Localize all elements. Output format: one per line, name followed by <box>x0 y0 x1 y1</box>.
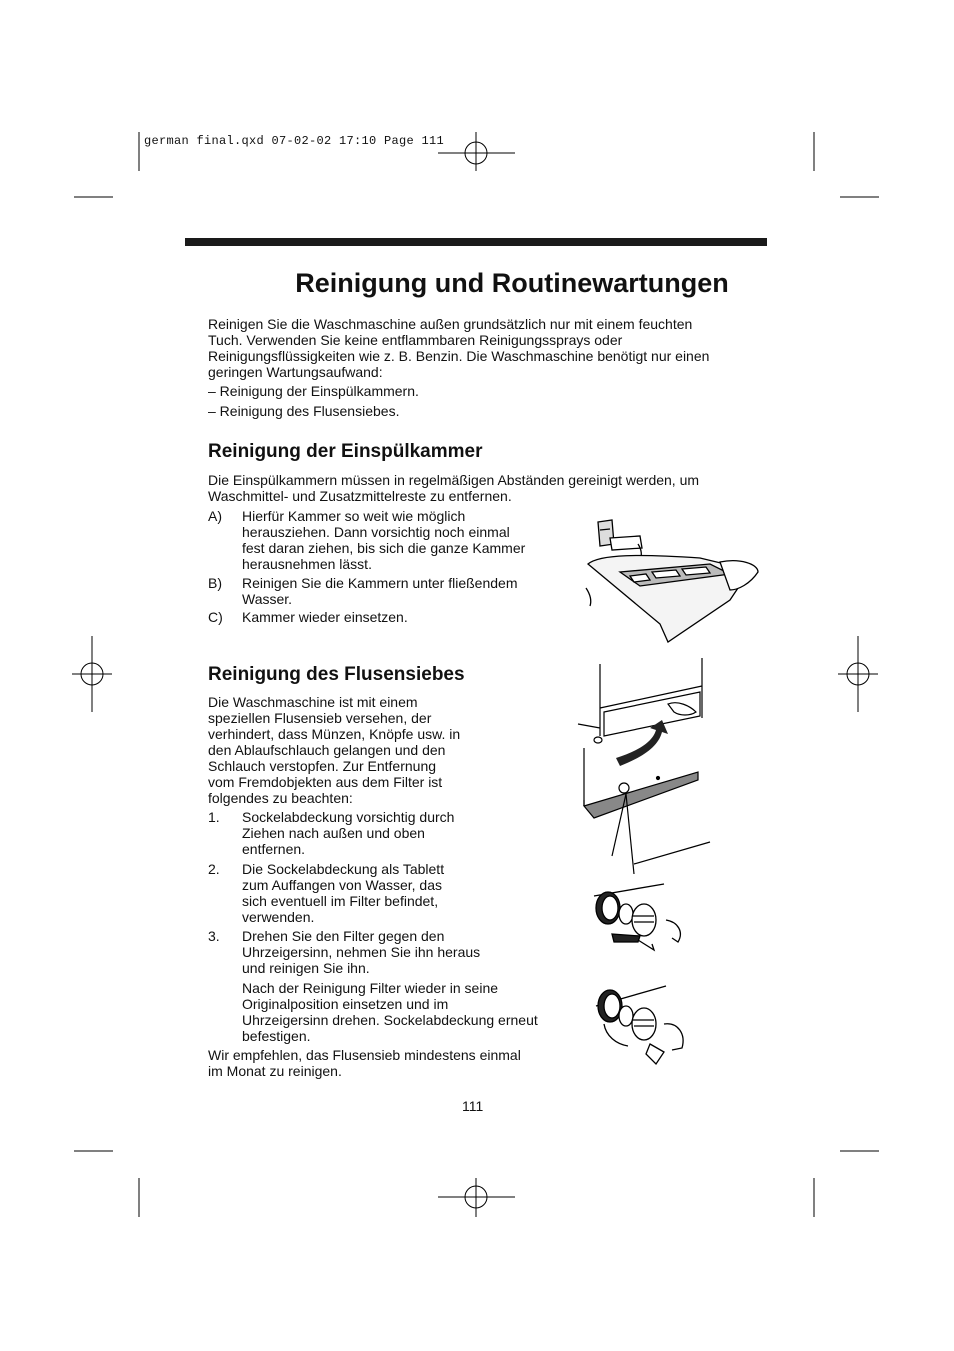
title-rule <box>185 238 767 246</box>
list-item: 2. Die Sockelabdeckung als Tablett zum Auffangen von Wasser, das sich eventuell im Filter befindet, verwenden. <box>208 861 445 925</box>
dispenser-drawer-illustration <box>580 514 765 646</box>
registration-mark-left <box>72 636 112 712</box>
closing-paragraph: Wir empfehlen, das Flusensieb mindestens einmal im Monat zu reinigen. <box>208 1047 521 1079</box>
section1-paragraph: Die Einspülkammern müssen in regelmäßigen Abständen gereinigt werden, um Waschmittel- und Zusatzmittelreste zu entfernen. <box>208 472 700 504</box>
section2-paragraph: Die Waschmaschine ist mit einem speziellen Flusensieb versehen, der verhindert, dass Münzen, Knöpfe usw. in den Ablaufschlauch gelangen und den Schlauch verstopfen. Zur Entfernung vom Fremdobjekten aus dem Filter ist folgendes zu beachten: <box>208 694 461 806</box>
list-item: C) Kammer wieder einsetzen. <box>208 609 408 625</box>
page-number: 111 <box>462 1098 484 1114</box>
list-item: B) Reinigen Sie die Kammern unter fließendem Wasser. <box>208 575 518 607</box>
file-slug: german final.qxd 07-02-02 17:10 Page 111 <box>144 134 445 148</box>
list-item: 1. Sockelabdeckung vorsichtig durch Ziehen nach außen und oben entfernen. <box>208 809 455 857</box>
filter-refit-illustration <box>594 984 690 1066</box>
section-heading-dispenser: Reinigung der Einspülkammer <box>208 441 483 462</box>
registration-mark-top <box>438 132 515 171</box>
intro-paragraph: Reinigen Sie die Waschmaschine außen grundsätzlich nur mit einem feuchten Tuch. Verwenden Sie keine entflammbaren Reinigungssprays oder Reinigungsflüssigkeiten wie z. B. Benzin. Die Waschmaschine benötigt nur einen geringen Wartungsaufwand: <box>208 316 710 380</box>
filter-removal-illustration <box>592 880 688 954</box>
list-item: Nach der Reinigung Filter wieder in seine Originalposition einsetzen und im Uhrzeigersinn drehen. Sockelabdeckung erneut befestigen. <box>242 980 538 1044</box>
intro-bullet: – Reinigung der Einspülkammern. <box>208 383 419 399</box>
section-heading-lint-filter: Reinigung des Flusensiebes <box>208 664 465 685</box>
list-item: 3. Drehen Sie den Filter gegen den Uhrzeigersinn, nehmen Sie ihn heraus und reinigen Sie ihn. <box>208 928 481 976</box>
list-item: A) Hierfür Kammer so weit wie möglich herausziehen. Dann vorsichtig noch einmal fest daran ziehen, bis sich die ganze Kammer herausnehmen lässt. <box>208 508 526 572</box>
plinth-removal-illustration <box>572 656 714 874</box>
registration-mark-bottom <box>438 1178 515 1217</box>
intro-bullet: – Reinigung des Flusensiebes. <box>208 403 400 419</box>
registration-mark-right <box>838 636 878 712</box>
page-title: Reinigung und Routinewartungen <box>295 268 729 298</box>
arrow-left-icon <box>612 934 640 942</box>
